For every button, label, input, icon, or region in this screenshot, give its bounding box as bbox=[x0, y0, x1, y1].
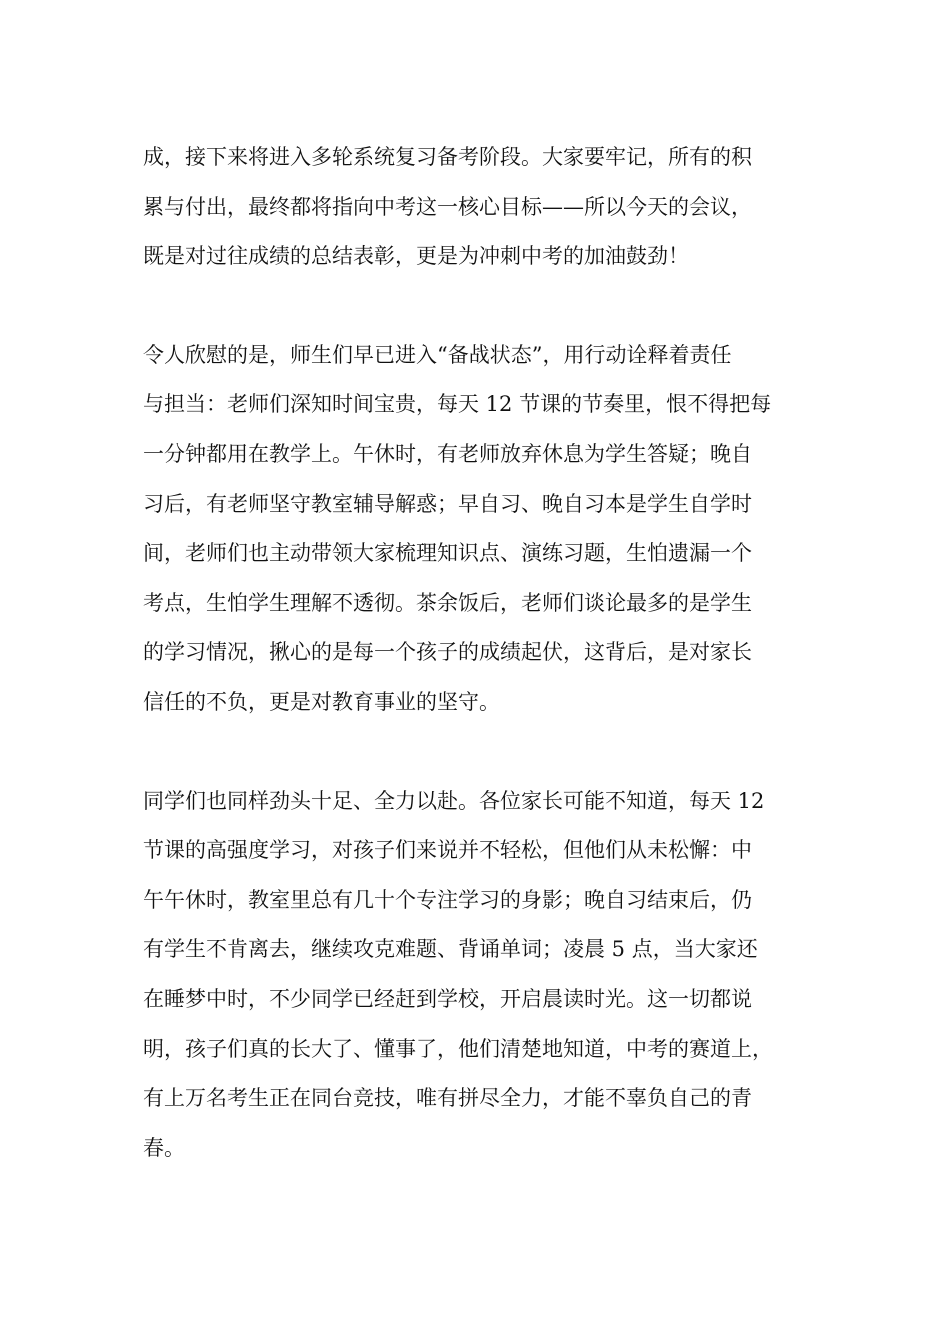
document-body bbox=[143, 133, 823, 1173]
text-line: 成，接下来将进入多轮系统复习备考阶段。大家要牢记，所有的积 bbox=[143, 145, 752, 169]
text-line: 考点，生怕学生理解不透彻。茶余饭后，老师们谈论最多的是学生 bbox=[143, 590, 752, 615]
text-line: 信任的不负，更是对教育事业的坚守。 bbox=[143, 689, 500, 714]
text-line: 一分钟都用在教学上。午休时，有老师放弃休息为学生答疑；晚自 bbox=[143, 441, 752, 466]
text-line: 明，孩子们真的长大了、懂事了，他们清楚地知道，中考的赛道上， bbox=[143, 1036, 773, 1061]
paragraph-spacer bbox=[143, 282, 823, 331]
text-line: 既是对过往成绩的总结表彰，更是为冲刺中考的加油鼓劲！ bbox=[143, 244, 689, 269]
paragraph-1 bbox=[143, 133, 823, 282]
text-line: 在睡梦中时，不少同学已经赶到学校，开启晨读时光。这一切都说 bbox=[143, 986, 752, 1011]
text-line: 午午休时，教室里总有几十个专注学习的身影；晚自习结束后，仍 bbox=[143, 887, 752, 912]
text-line: 同学们也同样劲头十足、全力以赴。各位家长可能不知道，每天 12 bbox=[143, 788, 765, 813]
text-line: 春。 bbox=[143, 1135, 185, 1160]
paragraph-spacer bbox=[143, 728, 823, 777]
text-line: 节课的高强度学习，对孩子们来说并不轻松，但他们从未松懈：中 bbox=[143, 838, 752, 863]
text-line: 习后，有老师坚守教室辅导解惑；早自习、晚自习本是学生自学时 bbox=[143, 491, 752, 516]
text-line: 累与付出，最终都将指向中考这一核心目标——所以今天的会议， bbox=[143, 194, 752, 219]
text-line: 令人欣慰的是，师生们早已进入“备战状态”，用行动诠释着责任 bbox=[143, 342, 732, 367]
text-line: 间，老师们也主动带领大家梳理知识点、演练习题，生怕遗漏一个 bbox=[143, 541, 752, 566]
text-line: 与担当：老师们深知时间宝贵，每天 12 节课的节奏里，恨不得把每 bbox=[143, 392, 772, 417]
text-line: 有上万名考生正在同台竞技，唯有拼尽全力，才能不辜负自己的青 bbox=[143, 1086, 752, 1111]
paragraph-2 bbox=[143, 331, 823, 728]
text-line: 有学生不肯离去，继续攻克难题、背诵单词；凌晨 5 点，当大家还 bbox=[143, 937, 758, 962]
paragraph-3 bbox=[143, 777, 823, 1174]
text-line: 的学习情况，揪心的是每一个孩子的成绩起伏，这背后，是对家长 bbox=[143, 640, 752, 665]
